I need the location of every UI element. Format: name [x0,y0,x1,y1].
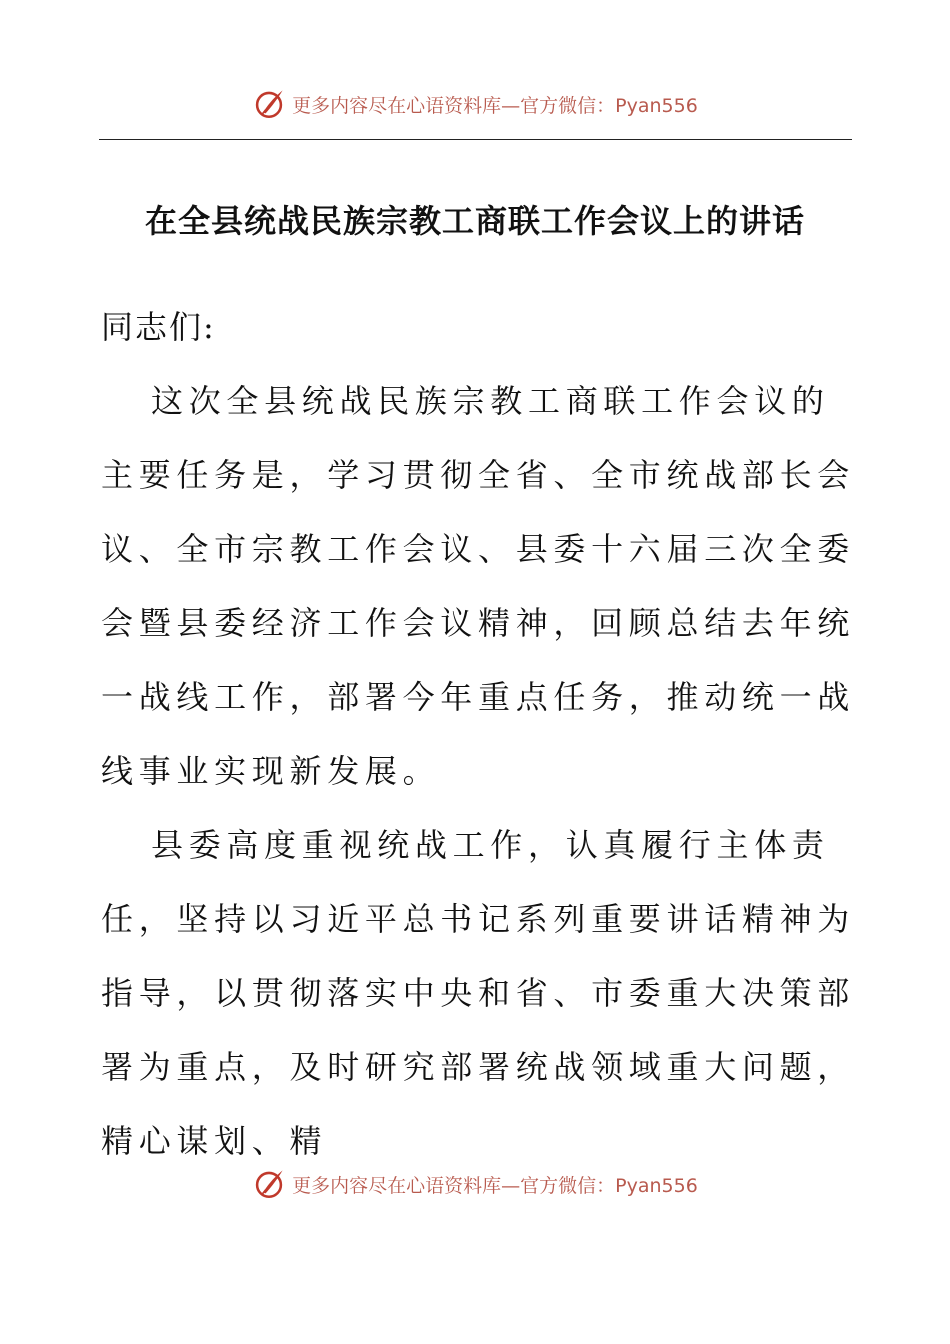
header-banner-text [292,91,698,118]
quill-pen-logo-icon [252,1167,286,1201]
document-title: 在全县统战民族宗教工商联工作会议上的讲话 [144,202,805,240]
header-wechat-id: Pyan556 [615,94,698,117]
document-body [101,290,861,1178]
paragraph-2: 县委高度重视统战工作，认真履行主体责任，坚持以习近平总书记系列重要讲话精神为指导，以贯彻落实中央和省、市委重大决策部署为重点，及时研究部署统战领域重大问题，精心谋划、精 [101,826,856,1160]
footer-banner-text [292,1171,698,1198]
footer-wechat-id: Pyan556 [615,1174,698,1197]
footer-banner [0,1164,950,1204]
header-banner-label: 更多内容尽在心语资料库—官方微信： [292,94,616,117]
paragraph-1: 这次全县统战民族宗教工商联工作会议的主要任务是，学习贯彻全省、全市统战部长会议、全市宗教工作会议、县委十六届三次全委会暨县委经济工作会议精神，回顾总结去年统一战线工作，部署今年重点任务，推动统一战线事业实现新发展。 [101,382,856,790]
header-divider [99,139,852,140]
salutation: 同志们: [101,308,216,346]
header-banner [0,84,950,124]
quill-pen-logo-icon [252,87,286,121]
footer-banner-label: 更多内容尽在心语资料库—官方微信： [292,1174,616,1197]
